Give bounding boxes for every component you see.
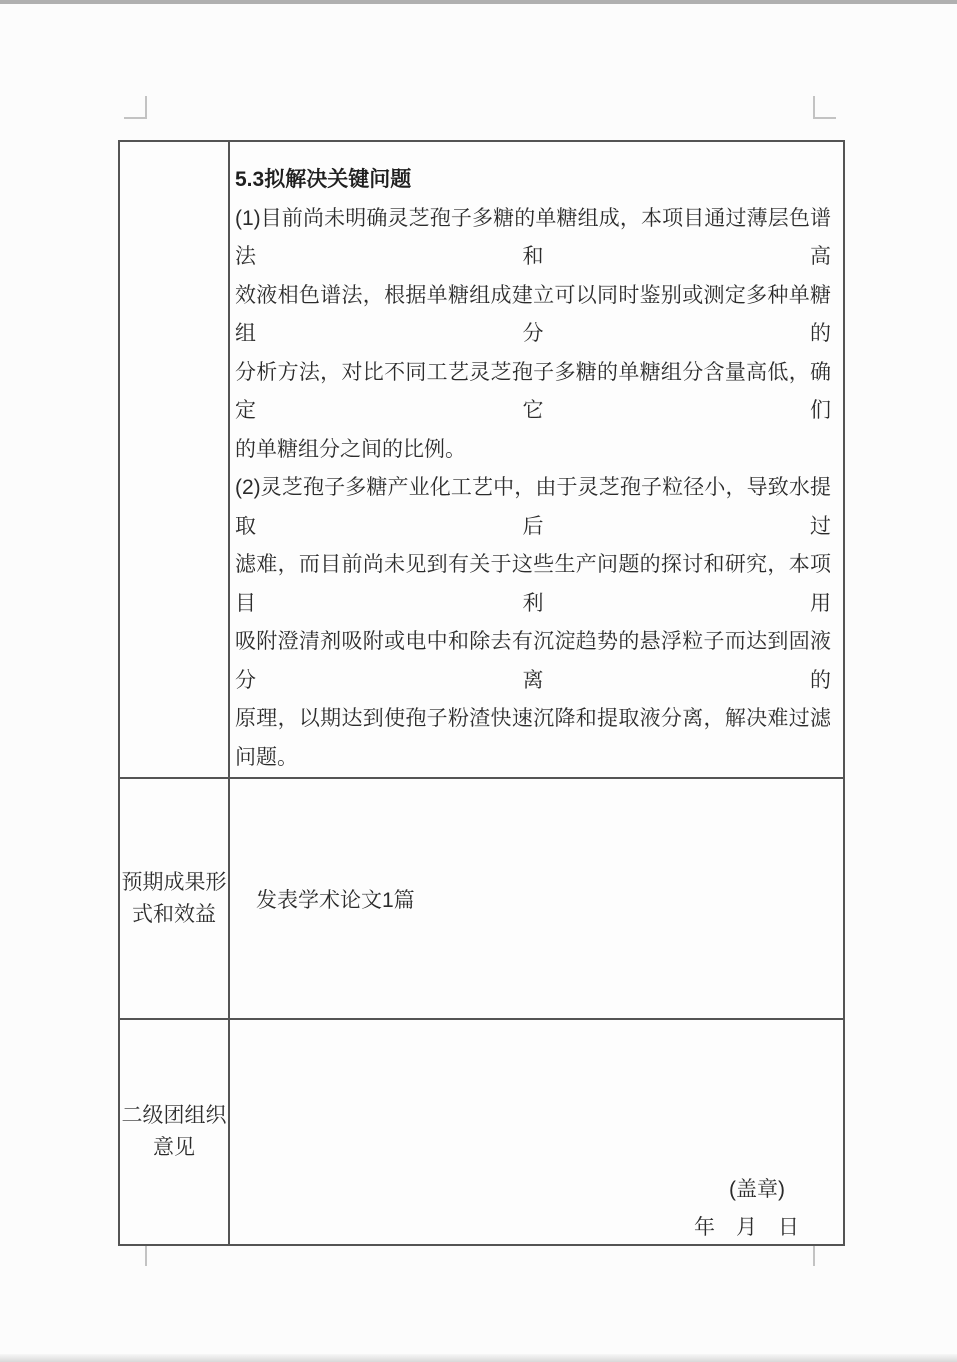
- crop-mark-bottom-left: [124, 1243, 147, 1266]
- paragraph-line: 吸附澄清剂吸附或电中和除去有沉淀趋势的悬浮粒子而达到固液分离的: [235, 630, 831, 692]
- paragraph-line: 的单糖组分之间的比例。: [235, 437, 466, 461]
- key-problem-paragraph-2: [235, 469, 831, 777]
- section-5-3-title: 5.3拟解决关键问题: [235, 168, 412, 191]
- scan-top-edge-band: [0, 0, 957, 4]
- expected-results-header: 预期成果形式和效益: [119, 778, 229, 1019]
- table-row-key-problems: [119, 141, 844, 778]
- table-row-expected-results: [119, 778, 844, 1019]
- row1-content-cell: [229, 141, 844, 778]
- application-form-table: [118, 140, 845, 1246]
- crop-mark-top-left: [124, 96, 147, 119]
- table-row-organization-opinion: [119, 1019, 844, 1245]
- row1-header-cell: [119, 141, 229, 778]
- organization-opinion-content-cell: [229, 1019, 844, 1245]
- stamp-placeholder-label: (盖章): [729, 1178, 785, 1201]
- paragraph-line: 原理，以期达到使孢子粉渣快速沉降和提取液分离，解决难过滤问题。: [235, 707, 831, 769]
- organization-opinion-header: 二级团组织意见: [119, 1019, 229, 1245]
- crop-mark-bottom-right: [813, 1243, 836, 1266]
- paragraph-line: (1)目前尚未明确灵芝孢子多糖的单糖组成，本项目通过薄层色谱法和高: [235, 206, 831, 268]
- expected-results-text: 发表学术论文1篇: [256, 888, 415, 912]
- paragraph-line: 分析方法，对比不同工艺灵芝孢子多糖的单糖组分含量高低，确定它们: [235, 360, 831, 422]
- paragraph-line: 滤难，而目前尚未见到有关于这些生产问题的探讨和研究，本项目利用: [235, 553, 831, 615]
- paragraph-line: 效液相色谱法，根据单糖组成建立可以同时鉴别或测定多种单糖组分的: [235, 283, 831, 345]
- crop-mark-top-right: [813, 96, 836, 119]
- expected-results-content-cell: [229, 778, 844, 1019]
- key-problem-paragraph-1: [235, 200, 831, 470]
- paragraph-line: (2)灵芝孢子多糖产业化工艺中，由于灵芝孢子粒径小，导致水提取后过: [235, 476, 831, 538]
- date-placeholder-label: 年 月 日: [694, 1216, 799, 1239]
- scan-bottom-edge-band: [0, 1354, 957, 1362]
